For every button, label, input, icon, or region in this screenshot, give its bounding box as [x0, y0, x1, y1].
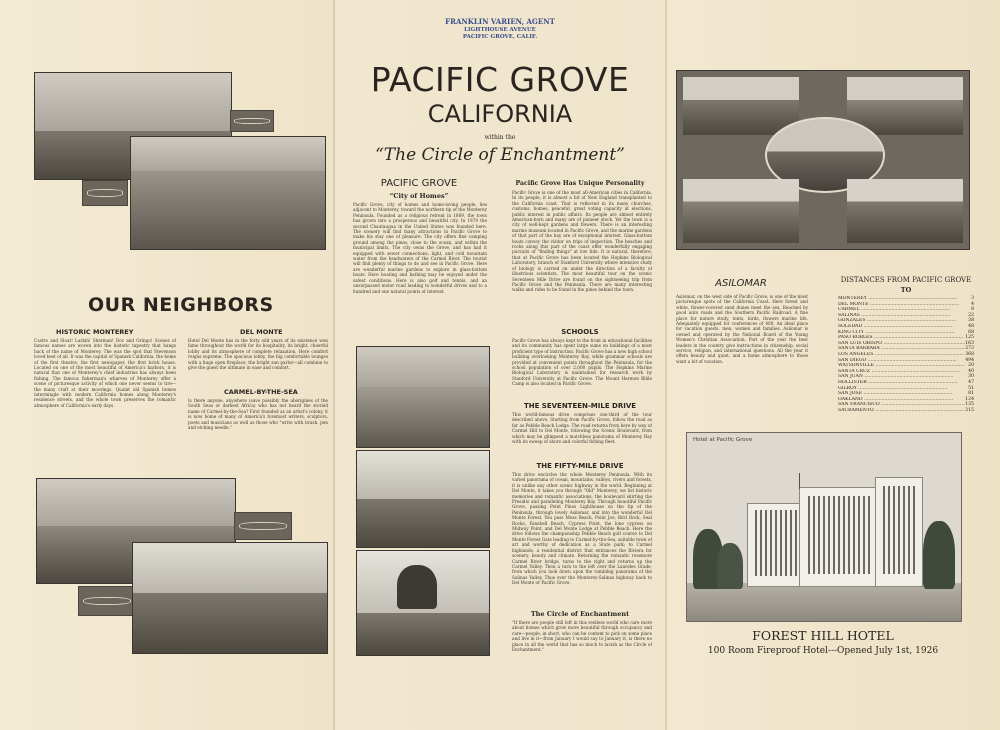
- hotel-subtitle: 100 Room Fireproof Hotel---Opened July 1st, 1926: [707, 646, 939, 656]
- distance-place: SAN FRANCISCO .....: [838, 402, 965, 408]
- distance-miles: 38: [968, 318, 974, 324]
- seventeen-mile-text: This world-famous drive comprises one-third of the tour described above. Starting from Pacific Grove, follow the road as far as Pebble Beach Lodge. The road returns from here by way of Carmel Hill to Del Monte, following the Scenic Boulevard, from which may be glimpsed a matchless panorama of Monterey Bay with its sweep of shore and colorful fishing fleet.: [512, 412, 652, 445]
- distance-place: GONZALES .....: [838, 318, 968, 324]
- distance-place: HOLLISTER .....: [838, 380, 968, 386]
- distance-place: GILROY .....: [838, 386, 968, 392]
- distance-place: PASO ROBLES .....: [838, 335, 965, 341]
- distance-place: WATSONVILLE .....: [838, 363, 968, 369]
- distance-place: SACRAMENTO .....: [838, 408, 965, 414]
- ornament-panel: [234, 512, 292, 540]
- distance-place: CARMEL .....: [838, 307, 971, 313]
- distance-miles: 22: [968, 312, 974, 318]
- distance-place: SAN LUIS OBISPO .....: [838, 341, 965, 347]
- hotel-center-block: [799, 487, 879, 587]
- distance-miles: 273: [965, 346, 974, 352]
- distances-to: TO: [900, 286, 912, 294]
- stamp-line: FRANKLIN VARIEN, AGENT: [445, 17, 555, 26]
- distance-place: DEL MONTE .....: [838, 302, 971, 308]
- schools-text: Pacific Grove has always kept to the front in educational facilities and its community has spent large sums on buildings of a most proficient type of instruction. Pacific Grove has a new high school building overlooking Monterey Bay, while grammar schools are provided at convenient points throughout the Peninsula, for the school population of over 2,000 pupils. The Hopkins Marine Biological Laboratory is maintained for research work by Stanford University at Pacific Grove. The Mount Hermon Bible Camp is also located in Pacific Grove.: [512, 338, 652, 387]
- hotel-illustration: [686, 432, 962, 622]
- distance-miles: 124: [965, 396, 974, 402]
- distance-place: SANTA CRUZ .....: [838, 369, 968, 375]
- historic-monterey-heading: HISTORIC MONTEREY: [56, 328, 134, 336]
- fifty-mile-heading: THE FIFTY-MILE DRIVE: [536, 462, 624, 470]
- distance-miles: 81: [968, 391, 974, 397]
- ornament-panel: [230, 110, 274, 132]
- fold-line-right: [665, 0, 667, 730]
- asilomar-text: Asilomar, on the west side of Pacific Grove, is one of the most picturesque spots of the California Coast. Here forest and white, flower-covered sand dunes meet the sea. Reached by good auto roads and the Southern Pacific Railroad. A fine place for nature study, tents, birds, flowers marine life. Adequately equipped for conferences of 400. An ideal place for vacation guests, men, women and families. Asilomar is owned and operated by the National Board of the Young Women's Christian Association. Part of the year the best leaders in the country give instructions in citizenship, social service, religion, and international questions. All the year it offers beauty and quiet, and a home atmosphere to those want a bit of vacation.: [676, 294, 808, 364]
- distance-miles: 30: [968, 374, 974, 380]
- distance-miles: 215: [965, 407, 974, 413]
- distance-miles: 8: [971, 307, 974, 313]
- photo-collage: [676, 70, 970, 250]
- hotel-west-wing: [747, 503, 803, 587]
- fifty-mile-text: This drive encircles the whole Monterey Peninsula. With its varied panorama of ocean, mountains, valleys, rivers and forests, it is unlike any other scenic highway in the world. Beginning at Del Monte, it takes you through "Old" Monterey, we list historic memories and romantic associations, the boulevard skirting the Presidio and paralleling Monterey Bay. Through beautiful Pacific Grove, passing Point Pinos Lighthouse on the tip of the Peninsula, through lovely Asilomar, and into the wonderful Del Monte Forest. You pass Moss Beach, Point Joe, Bird Rock, Seal Rocks, Fanshell Beach, Cypress Point, the lone cypress on Midway Point, and Del Monte Lodge at Pebble Beach. Here the drive follows the championship Pebble Beach golf course to Del Monte Forest Gate leading to Carmel-by-the-Sea, suitable town of art and worthy of dedication as a State park; to Carmel highlands, a residential district that entrances the Riviera for scenery, beauty and climate. Returning the romantic rosemore Carmel River bridge, turns to the right and returns up the Carmel Valley. Then a turn to the left over the Laureles Grade, from which you look down upon the rambling panorama of the Salinas Valley. Thus over the Monterey-Salinas highway back to Del Monte or Pacific Grove.: [512, 472, 652, 586]
- masthead-within: within the: [484, 134, 516, 141]
- distance-place: SAN DIEGO .....: [838, 358, 965, 364]
- city-of-homes-heading: “City of Homes”: [389, 192, 449, 200]
- distance-miles: 135: [965, 402, 974, 408]
- distance-place: LOS ANGELES .....: [838, 352, 965, 358]
- distance-miles: 47: [968, 379, 974, 385]
- carmel-heading: CARMEL-BY-THE-SEA: [224, 388, 298, 396]
- distance-place: OAKLAND .....: [838, 397, 965, 403]
- stamp-line: LIGHTHOUSE AVENUE: [464, 26, 536, 33]
- distance-place: SAN JOSE .....: [838, 391, 968, 397]
- asilomar-heading: ASILOMAR: [715, 278, 767, 289]
- distance-place: SANTA BARBARA .....: [838, 346, 965, 352]
- photo-drive-road: [356, 450, 490, 548]
- del-monte-heading: DEL MONTE: [240, 328, 283, 336]
- seventeen-mile-heading: THE SEVENTEEN-MILE DRIVE: [523, 402, 637, 410]
- masthead-subtitle: CALIFORNIA: [427, 100, 573, 128]
- circle-heading: The Circle of Enchantment: [530, 610, 630, 618]
- distances-title: DISTANCES FROM PACIFIC GROVE: [840, 276, 972, 284]
- fold-line-left: [333, 0, 335, 730]
- distance-miles: 48: [968, 323, 974, 329]
- masthead-tagline: “The Circle of Enchantment”: [375, 145, 625, 165]
- distance-miles: 125: [965, 335, 974, 341]
- unique-personality-heading: Pacific Grove Has Unique Personality: [515, 180, 645, 187]
- distance-miles: 68: [968, 329, 974, 335]
- ornament-panel: [78, 586, 136, 616]
- unique-personality-text: Pacific Grove is one of the most all-American cities in California. In its people, it is almost a bit of New England transplanted to the California coast. That is reflected in its many churches, customs, homes, peaceful, great voting capacity at elections, public interest in public affairs. Its people are almost entirely American-born and many are of pioneer stock. Yet the town is a city of well-kept gardens and flowers. There is an interesting marine museum located in Pacific Grove, and the marine gardens of that part of the bay are of exceptional interest. Glass-bottom boats convey the visitor on trips of inspection. The beaches and rocks along this part of the coast offer wonderfully engaging pursuits of "finding things" at low tide. It is natural, therefore, that at Pacific Grove has been located the Hopkins Biological Laboratory, branch of Stanford University where intensive study of biology is carried on under the direction of a faculty of illustrious scientists. The most beautiful tour on the scenic Seventeen Mile Drive are found on the sightseeing trip from Pacific Grove and the Peninsula. There are many interesting walks and rides to be found in the pines behind the town.: [512, 190, 652, 293]
- photo-rocky-shore: [130, 136, 326, 250]
- distance-place: SAN JUAN .....: [838, 374, 968, 380]
- agent-stamp: [436, 18, 564, 41]
- historic-monterey-text: Castro and Sloat! Larkin! Sherman! Doc and Gringo! Scenes of famous names are woven into the historic tapestry that hangs back of the name of Monterey. The was the spot that Stevenson loved best of all. It was the capital of Spanish California, the home of the first theatre, the first newspaper, the first brick house. Located on one of the most beautiful of America's harbors, it is natural that one of Monterey's chief industries has always been fishing. The famous fisherman's wharves of Monterey offer a scene of picturesque activity of which one never seems to tire—the many craft at their moorings. Quaint old Spanish homes intermingle with modern California homes along Monterey's residence streets, and the whole town preserves the romantic atmosphere of California's early days.: [34, 338, 176, 408]
- neighbors-title: OUR NEIGHBORS: [88, 294, 274, 316]
- distance-miles: 494: [965, 357, 974, 363]
- photo-tree-street: [132, 542, 328, 654]
- distance-place: SOLEDAD .....: [838, 324, 968, 330]
- distance-place: MONTEREY .....: [838, 296, 971, 302]
- distance-miles: 368: [965, 351, 974, 357]
- hotel-name: FOREST HILL HOTEL: [752, 628, 894, 643]
- hotel-tower: [875, 477, 923, 587]
- schools-heading: SCHOOLS: [561, 328, 599, 336]
- distance-place: SALINAS .....: [838, 313, 968, 319]
- distance-miles: 20: [968, 363, 974, 369]
- pacific-grove-heading: PACIFIC GROVE: [380, 178, 458, 189]
- stamp-line: PACIFIC GROVE, CALIF.: [462, 33, 538, 40]
- photo-lone-cypress: [356, 550, 490, 656]
- carmel-text: Is there anyone, anywhere (save possibly the aborigines of the South Seas or darkest Africa) who has not heard the storied name of Carmel-by-the-Sea? First founded as an artist's colony, it is now home of many of America's foremost writers, sculptors, poets and musicians as well as those who "write with brush, pen and etching needle.": [188, 398, 328, 431]
- distance-row: [838, 408, 974, 414]
- hotel-image-caption: Hotel at Pacific Grove: [693, 437, 753, 443]
- distances-table: [838, 296, 974, 413]
- distance-miles: 51: [968, 385, 974, 391]
- city-of-homes-text: Pacific Grove, city of homes and home-loving people, lies adjacent to Monterey, toward the northern tip of the Monterey Peninsula. Founded as a religious retreat in 1869, the town has grown into a prosperous and beautiful city. In 1879 the second Chautauqua in the United States was founded here. The scenery will find many attractions in Pacific Grove to make his stay one of pleasure. The city offers fine camping ground among the pines, close to the ocean, and within the municipal limits. The city owns the Grove, and has had it equipped with sewer connections, light, and cold mountain water from the headwaters of the Carmel River. The tourist will find plenty of things to do and see in Pacific Grove. Here are wonderful marine gardens to explore in glass-bottom boats. Here boating and bathing may be enjoyed under the safest conditions. Here is also golf and tennis, and an unsurpassed motor road leading to wonderful drives and to a hundred and one natural points of interest.: [353, 202, 487, 294]
- distance-miles: 163: [965, 340, 974, 346]
- ornament-panel: [82, 180, 128, 206]
- distance-miles: 3: [971, 296, 974, 301]
- masthead-title: PACIFIC GROVE: [370, 60, 630, 99]
- distance-miles: 40: [968, 368, 974, 374]
- del-monte-text: Hotel Del Monte has in the forty odd years of its existence won fame throughout the world for its hospitality, its bright, cheerful lobby and its atmosphere of complete relaxation. Here comfort reigns supreme. The spacious lobby, the big comfortable lounges with a huge open fireplace, the bright sun parlor—all combine to give the guest the ultimate in ease and comfort.: [188, 338, 328, 371]
- distance-miles: 4: [971, 301, 974, 307]
- photo-shoreline: [356, 346, 490, 448]
- distance-place: KING CITY .....: [838, 330, 968, 336]
- circle-text: "If there are people still left in this restless world who care more about homes which grow more beautiful through occupancy and care—people, in short, who can be content to pick on some place and live in it—from January I would say to January it, is there no place in all the world that has so much to lavish as the Circle of Enchantment.": [512, 620, 652, 653]
